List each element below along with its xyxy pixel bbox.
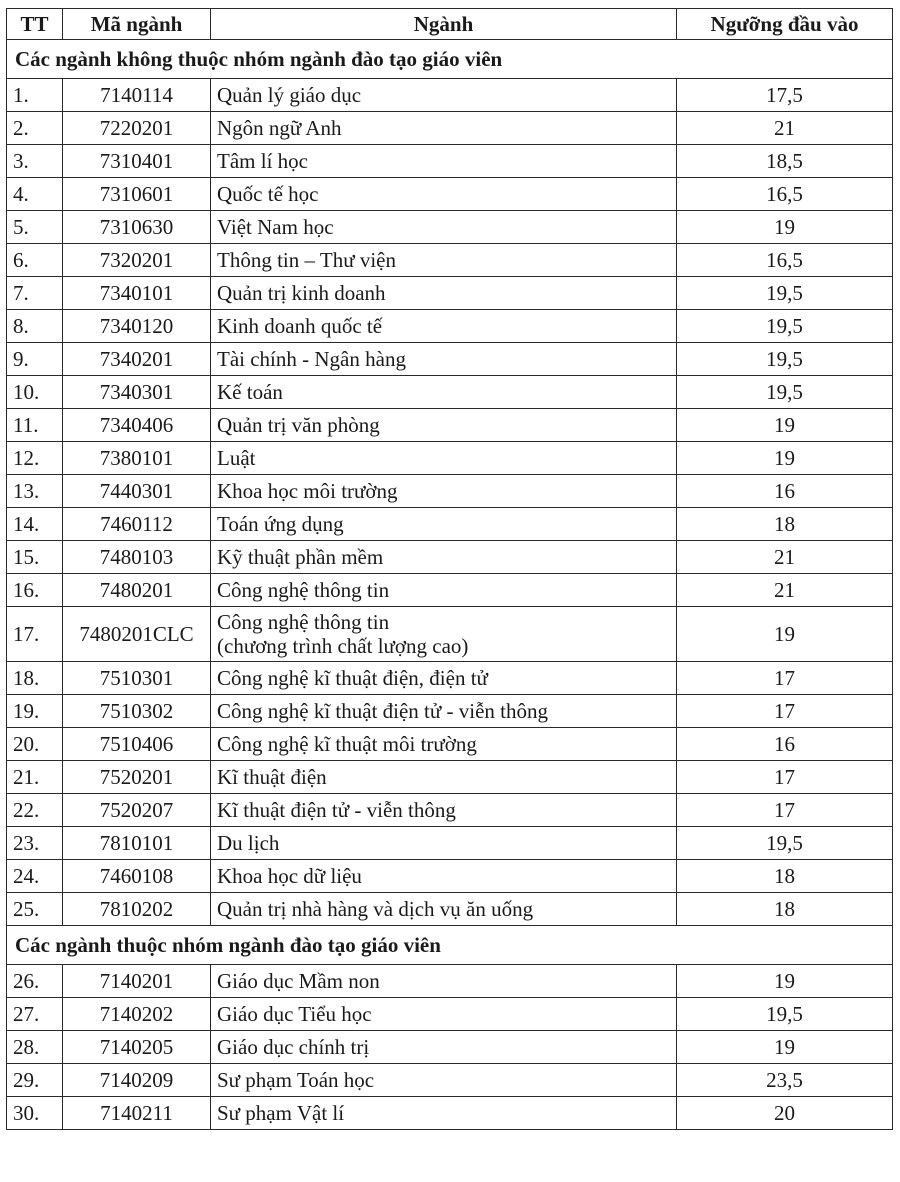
threshold-score: 17,5 [677, 79, 893, 112]
table-row [7, 244, 893, 277]
threshold-score: 16 [677, 475, 893, 508]
table-row [7, 893, 893, 926]
program-code: 7220201 [63, 112, 211, 145]
row-number: 16. [7, 574, 63, 607]
program-name: Khoa học môi trường [211, 475, 677, 508]
row-number: 23. [7, 827, 63, 860]
program-code: 7460112 [63, 508, 211, 541]
program-code: 7340301 [63, 376, 211, 409]
program-code: 7480201CLC [63, 607, 211, 662]
row-number: 11. [7, 409, 63, 442]
program-name: Công nghệ kĩ thuật môi trường [211, 728, 677, 761]
program-code: 7340101 [63, 277, 211, 310]
row-number: 19. [7, 695, 63, 728]
table-row [7, 178, 893, 211]
table-row [7, 277, 893, 310]
row-number: 29. [7, 1064, 63, 1097]
row-number: 1. [7, 79, 63, 112]
threshold-score: 16,5 [677, 178, 893, 211]
threshold-score: 17 [677, 794, 893, 827]
program-name: Công nghệ kĩ thuật điện, điện tử [211, 662, 677, 695]
section-title: Các ngành thuộc nhóm ngành đào tạo giáo viên [7, 926, 893, 965]
header-code: Mã ngành [63, 9, 211, 40]
program-code: 7140211 [63, 1097, 211, 1130]
row-number: 28. [7, 1031, 63, 1064]
row-number: 21. [7, 761, 63, 794]
table-row [7, 475, 893, 508]
threshold-score: 16,5 [677, 244, 893, 277]
row-number: 25. [7, 893, 63, 926]
table-row [7, 343, 893, 376]
program-name: Luật [211, 442, 677, 475]
row-number: 7. [7, 277, 63, 310]
table-row [7, 695, 893, 728]
admission-threshold-table [6, 8, 893, 1130]
threshold-score: 21 [677, 574, 893, 607]
threshold-score: 17 [677, 695, 893, 728]
table-row [7, 376, 893, 409]
program-name: Kỹ thuật phần mềm [211, 541, 677, 574]
table-header [7, 9, 893, 40]
program-name: Kĩ thuật điện [211, 761, 677, 794]
threshold-score: 19,5 [677, 343, 893, 376]
program-name: Quản lý giáo dục [211, 79, 677, 112]
program-code: 7320201 [63, 244, 211, 277]
threshold-score: 19 [677, 442, 893, 475]
table-row [7, 211, 893, 244]
program-name: Du lịch [211, 827, 677, 860]
header-score: Ngưỡng đầu vào [677, 9, 893, 40]
program-code: 7340201 [63, 343, 211, 376]
row-number: 8. [7, 310, 63, 343]
table-row [7, 1031, 893, 1064]
row-number: 9. [7, 343, 63, 376]
table-row [7, 442, 893, 475]
table-row [7, 310, 893, 343]
program-code: 7140114 [63, 79, 211, 112]
threshold-score: 17 [677, 761, 893, 794]
program-name: Kế toán [211, 376, 677, 409]
program-name: Sư phạm Toán học [211, 1064, 677, 1097]
row-number: 15. [7, 541, 63, 574]
program-name: Kĩ thuật điện tử - viễn thông [211, 794, 677, 827]
program-code: 7510406 [63, 728, 211, 761]
threshold-score: 19,5 [677, 827, 893, 860]
table-row [7, 860, 893, 893]
row-number: 30. [7, 1097, 63, 1130]
row-number: 6. [7, 244, 63, 277]
table-row [7, 508, 893, 541]
row-number: 14. [7, 508, 63, 541]
row-number: 22. [7, 794, 63, 827]
program-name: Tài chính - Ngân hàng [211, 343, 677, 376]
row-number: 5. [7, 211, 63, 244]
program-code: 7440301 [63, 475, 211, 508]
threshold-score: 19 [677, 211, 893, 244]
section-row-teacher [7, 926, 893, 965]
program-code: 7480201 [63, 574, 211, 607]
threshold-score: 19,5 [677, 376, 893, 409]
program-code: 7310401 [63, 145, 211, 178]
table-row [7, 112, 893, 145]
program-code: 7140202 [63, 998, 211, 1031]
program-name: Quản trị kinh doanh [211, 277, 677, 310]
threshold-score: 19 [677, 965, 893, 998]
threshold-score: 21 [677, 112, 893, 145]
table-row [7, 662, 893, 695]
row-number: 18. [7, 662, 63, 695]
program-name: Công nghệ kĩ thuật điện tử - viễn thông [211, 695, 677, 728]
program-name: Sư phạm Vật lí [211, 1097, 677, 1130]
table-row [7, 728, 893, 761]
program-name-line2: (chương trình chất lượng cao) [217, 634, 469, 658]
threshold-score: 19,5 [677, 277, 893, 310]
row-number: 26. [7, 965, 63, 998]
threshold-score: 19,5 [677, 310, 893, 343]
program-code: 7460108 [63, 860, 211, 893]
program-name: Kinh doanh quốc tế [211, 310, 677, 343]
row-number: 3. [7, 145, 63, 178]
program-name: Quản trị văn phòng [211, 409, 677, 442]
program-name: Việt Nam học [211, 211, 677, 244]
threshold-score: 18 [677, 860, 893, 893]
threshold-score: 16 [677, 728, 893, 761]
table-row [7, 794, 893, 827]
program-name: Công nghệ thông tin [211, 574, 677, 607]
threshold-score: 20 [677, 1097, 893, 1130]
program-code: 7510302 [63, 695, 211, 728]
table-row [7, 1097, 893, 1130]
program-code: 7310601 [63, 178, 211, 211]
row-number: 17. [7, 607, 63, 662]
program-code: 7510301 [63, 662, 211, 695]
threshold-score: 19 [677, 607, 893, 662]
row-number: 10. [7, 376, 63, 409]
threshold-score: 21 [677, 541, 893, 574]
program-code: 7520207 [63, 794, 211, 827]
table-row [7, 145, 893, 178]
program-code: 7520201 [63, 761, 211, 794]
threshold-score: 18 [677, 508, 893, 541]
header-name: Ngành [211, 9, 677, 40]
table-row [7, 541, 893, 574]
threshold-score: 19 [677, 409, 893, 442]
table-row [7, 998, 893, 1031]
program-code: 7310630 [63, 211, 211, 244]
program-name: Toán ứng dụng [211, 508, 677, 541]
program-code: 7480103 [63, 541, 211, 574]
program-name: Giáo dục chính trị [211, 1031, 677, 1064]
program-name [211, 607, 677, 662]
table-row [7, 79, 893, 112]
table-body [7, 40, 893, 1130]
table-row [7, 574, 893, 607]
program-name: Quản trị nhà hàng và dịch vụ ăn uống [211, 893, 677, 926]
table-row [7, 827, 893, 860]
program-name: Ngôn ngữ Anh [211, 112, 677, 145]
program-code: 7810202 [63, 893, 211, 926]
row-number: 20. [7, 728, 63, 761]
program-code: 7340120 [63, 310, 211, 343]
threshold-score: 23,5 [677, 1064, 893, 1097]
threshold-score: 19,5 [677, 998, 893, 1031]
row-number: 12. [7, 442, 63, 475]
program-code: 7140205 [63, 1031, 211, 1064]
section-title: Các ngành không thuộc nhóm ngành đào tạo giáo viên [7, 40, 893, 79]
program-code: 7810101 [63, 827, 211, 860]
program-name: Khoa học dữ liệu [211, 860, 677, 893]
program-name-line1: Công nghệ thông tin [217, 609, 390, 634]
threshold-score: 18 [677, 893, 893, 926]
program-name: Giáo dục Mầm non [211, 965, 677, 998]
table-row [7, 607, 893, 662]
threshold-score: 17 [677, 662, 893, 695]
header-tt: TT [7, 9, 63, 40]
program-name: Tâm lí học [211, 145, 677, 178]
program-code: 7380101 [63, 442, 211, 475]
row-number: 4. [7, 178, 63, 211]
row-number: 24. [7, 860, 63, 893]
threshold-score: 19 [677, 1031, 893, 1064]
program-code: 7340406 [63, 409, 211, 442]
table-row [7, 965, 893, 998]
row-number: 27. [7, 998, 63, 1031]
row-number: 2. [7, 112, 63, 145]
program-code: 7140201 [63, 965, 211, 998]
program-code: 7140209 [63, 1064, 211, 1097]
row-number: 13. [7, 475, 63, 508]
program-name: Giáo dục Tiểu học [211, 998, 677, 1031]
table-row [7, 1064, 893, 1097]
threshold-score: 18,5 [677, 145, 893, 178]
table-row [7, 409, 893, 442]
program-name: Thông tin – Thư viện [211, 244, 677, 277]
program-name: Quốc tế học [211, 178, 677, 211]
section-row-non-teacher [7, 40, 893, 79]
table-row [7, 761, 893, 794]
